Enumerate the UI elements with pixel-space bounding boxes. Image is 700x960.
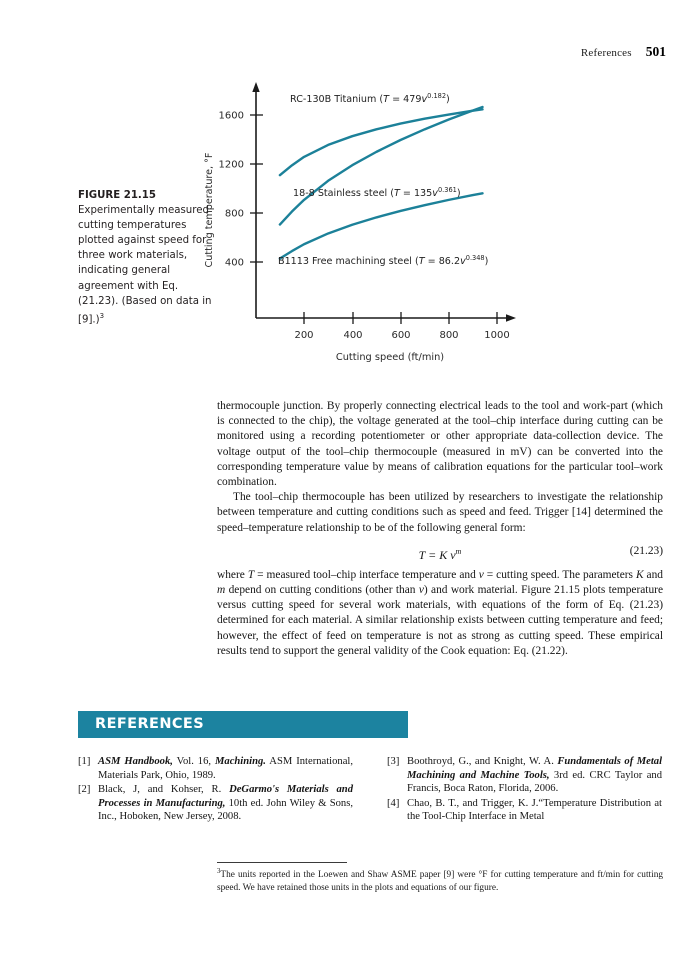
x-tick-label: 1000 <box>484 330 510 341</box>
reference-marker: [4] <box>387 797 400 809</box>
chart-axes <box>252 82 516 322</box>
chart-y-axis-label: Cutting temperature, °F <box>204 152 215 268</box>
references-column-left <box>78 755 353 825</box>
reference-marker: [3] <box>387 756 400 767</box>
series-annotation-stainless: 18-8 Stainless steel $(T = 135v^{0.361})$ <box>293 186 461 199</box>
figure-block <box>0 70 700 370</box>
equation-line <box>217 544 663 561</box>
reference-item <box>387 755 662 796</box>
footnote-rule <box>217 862 347 863</box>
y-tick-label: 1600 <box>218 110 244 122</box>
chart-series-line <box>280 107 483 224</box>
chart-x-tick-labels <box>294 330 509 341</box>
references-heading: REFERENCES <box>95 716 205 732</box>
series-annotation-titanium: RC-130B Titanium $(T = 479v^{0.182})$ <box>290 92 450 105</box>
series-annotation-b1113: B1113 Free machining steel $(T = 86.2v^{0.348})$ <box>278 254 489 267</box>
reference-text: Black, J, and Kohser, R. DeGarmo's Materials and Processes in Manufacturing, 10th ed. John Wiley & Sons, Inc., Hoboken, New Jersey, 2008. <box>98 784 354 823</box>
chart-series-group <box>280 107 483 259</box>
reference-text: ASM Handbook, Vol. 16, Machining. ASM International, Materials Park, Ohio, 1989. <box>98 756 353 781</box>
x-tick-label: 800 <box>439 330 459 341</box>
reference-item <box>387 797 662 824</box>
running-head <box>581 44 666 60</box>
x-tick-label: 200 <box>294 330 314 341</box>
reference-text: Chao, B. T., and Trigger, K. J.“Temperature Distribution at the Tool-Chip Interface in Metal <box>407 797 662 823</box>
chart-y-tick-labels <box>219 111 244 269</box>
running-head-section: References <box>580 47 632 59</box>
cutting-temperature-chart <box>190 70 550 370</box>
references-columns <box>78 755 662 825</box>
body-paragraph-2: The tool–chip thermocouple has been utilized by researchers to investigate the relationship between temperature and cutting conditions such as speed and feed. Trigger [14] determined the speed–temperature relationship to be of the following general form: <box>217 491 663 534</box>
footnote <box>217 866 663 894</box>
body-paragraph-3: where T = measured tool–chip interface temperature and v = cutting speed. The parameters K and m depend on cutting conditions (other than v) and work material. Figure 21.15 plots temperature versus cutting speed for several work materials, with equations of the form of Eq. (21.23) determined for each material. A similar relationship exists between cutting temperature and feed; however, the effect of feed on temperature is not as strong as cutting speed. These empirical results tend to support the general validity of the Cook equation: Eq. (21.22). <box>217 568 664 657</box>
reference-text: Boothroyd, G., and Knight, W. A. Fundamentals of Metal Machining and Machine Tools, 3rd ed. CRC Taylor and Francis, Boca Raton, Florida, 2006. <box>407 756 663 795</box>
y-tick-label: 800 <box>224 208 244 220</box>
body-paragraph-1: thermocouple junction. By properly connecting electrical leads to the tool and work-part (which is connected to the chip), the voltage generated at the tool–chip interface during cutting can be monitored using a recording potentiometer or other appropriate data-collection device. The voltage output of the tool–chip thermocouple (measured in mV) can be converted into the corresponding temperature value by means of calibration equations for the particular tool–work combination. <box>217 400 663 489</box>
equation-number: (21.23) <box>629 544 663 557</box>
reference-marker: [2] <box>78 784 91 796</box>
y-tick-label: 400 <box>224 257 244 269</box>
reference-item <box>78 755 353 782</box>
figure-caption-footnote-marker: 3 <box>99 311 105 320</box>
y-tick-label: 1200 <box>218 159 244 171</box>
figure-number: FIGURE 21.15 <box>78 190 156 201</box>
references-column-right <box>387 755 662 825</box>
x-tick-label: 600 <box>391 330 411 341</box>
chart-x-axis-label: Cutting speed (ft/min) <box>335 352 445 363</box>
body-text <box>217 399 663 659</box>
figure-chart <box>190 70 550 370</box>
footnote-text: The units reported in the Loewen and Shaw ASME paper [9] were °F for cutting temperature and ft/min for cutting speed. We have retained those units in the plots and equations of our figure. <box>217 870 663 893</box>
figure-caption-text: Experimentally measured cutting temperatures plotted against speed for three work materials, indicating general agreement with Eq. (21.23). (Based on data in [9].) <box>78 205 212 326</box>
footnote-marker: 3 <box>217 868 221 875</box>
references-heading-bar <box>78 711 408 738</box>
page-number: 501 <box>645 44 666 59</box>
equation-21-23: T = K $v^m$ <box>418 546 462 562</box>
reference-item <box>78 783 353 824</box>
chart-series-line <box>280 193 483 258</box>
x-tick-label: 400 <box>343 330 363 341</box>
reference-marker: [1] <box>78 756 91 767</box>
